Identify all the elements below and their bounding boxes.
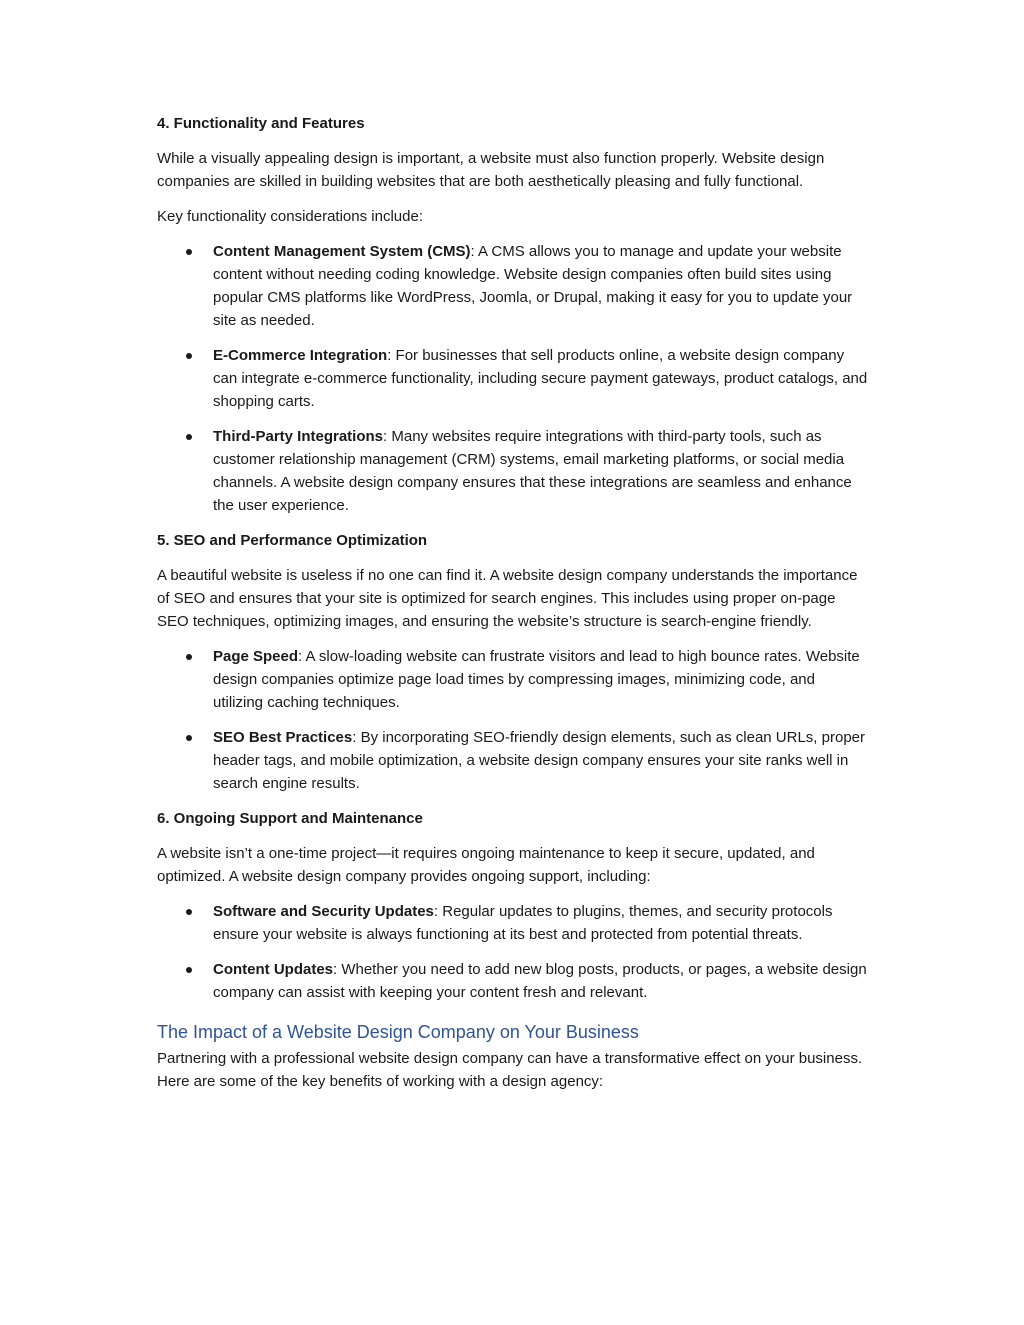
section-6-intro: A website isn’t a one-time project—it requires ongoing maintenance to keep it secure, updated, and optimized. A website design company provides ongoing support, including:	[157, 845, 815, 885]
list-item-term: Content Management System (CMS)	[213, 243, 471, 260]
list-item-third-party	[157, 425, 869, 517]
bullet-icon	[186, 967, 192, 973]
list-item-text: : Many websites require integrations with third-party tools, such as customer relationship management (CRM) systems, email marketing platforms, or social media channels. A website design company ensures that these integrations are seamless and enhance the user experience.	[213, 428, 852, 514]
list-item-text: : By incorporating SEO-friendly design elements, such as clean URLs, proper header tags, and mobile optimization, a website design company ensures your site ranks well in search engine results.	[213, 729, 865, 792]
list-item-term: Software and Security Updates	[213, 903, 434, 920]
list-item-term: Page Speed	[213, 648, 299, 665]
list-item-text: : A CMS allows you to manage and update your website content without needing coding knowledge. Website design companies often build sites using popular CMS platforms like WordPress, Joomla, or Drupal, making it easy for you to update your site as needed.	[213, 243, 853, 329]
list-item-page-speed	[157, 645, 869, 714]
list-item-software-updates	[157, 900, 869, 946]
list-item-term: Content Updates	[213, 961, 333, 978]
section-4-lead: Key functionality considerations include:	[157, 208, 423, 225]
list-item-text: : Whether you need to add new blog posts, products, or pages, a website design company can assist with keeping your content fresh and relevant.	[213, 961, 867, 1001]
list-item-ecommerce	[157, 344, 869, 413]
list-item-term: SEO Best Practices	[213, 729, 353, 746]
section-4-heading: 4. Functionality and Features	[157, 115, 365, 132]
bullet-icon	[186, 654, 192, 660]
bullet-icon	[186, 353, 192, 359]
section-6-list	[157, 900, 869, 1004]
bullet-icon	[186, 434, 192, 440]
list-item-text: : For businesses that sell products online, a website design company can integrate e-commerce functionality, including secure payment gateways, product catalogs, and shopping carts.	[213, 347, 868, 410]
impact-text: Partnering with a professional website design company can have a transformative effect on your business. Here are some of the key benefits of working with a design agency:	[157, 1050, 863, 1090]
section-5-heading: 5. SEO and Performance Optimization	[157, 532, 428, 549]
section-4-intro: While a visually appealing design is important, a website must also function properly. Website design companies are skilled in building websites that are both aesthetically pleasing and fully functional.	[157, 150, 825, 190]
list-item-seo-best-practices	[157, 726, 869, 795]
bullet-icon	[186, 909, 192, 915]
section-5-intro: A beautiful website is useless if no one can find it. A website design company understands the importance of SEO and ensures that your site is optimized for search engines. This includes using proper on-page SEO techniques, optimizing images, and ensuring the website’s structure is search-engine friendly.	[157, 567, 858, 630]
section-6-heading: 6. Ongoing Support and Maintenance	[157, 810, 423, 827]
bullet-icon	[186, 735, 192, 741]
list-item-text: : Regular updates to plugins, themes, and security protocols ensure your website is always functioning at its best and protected from potential threats.	[213, 903, 833, 943]
document-content	[157, 112, 869, 1105]
section-5-list	[157, 645, 869, 795]
list-item-text: : A slow-loading website can frustrate visitors and lead to high bounce rates. Website design companies optimize page load times by compressing images, minimizing code, and utilizing caching techniques.	[213, 648, 860, 711]
bullet-icon	[186, 249, 192, 255]
list-item-term: E-Commerce Integration	[213, 347, 388, 364]
list-item-cms	[157, 240, 869, 332]
section-4-list	[157, 240, 869, 517]
list-item-term: Third-Party Integrations	[213, 428, 384, 445]
list-item-content-updates	[157, 958, 869, 1004]
impact-heading: The Impact of a Website Design Company on Your Business	[157, 1022, 639, 1042]
